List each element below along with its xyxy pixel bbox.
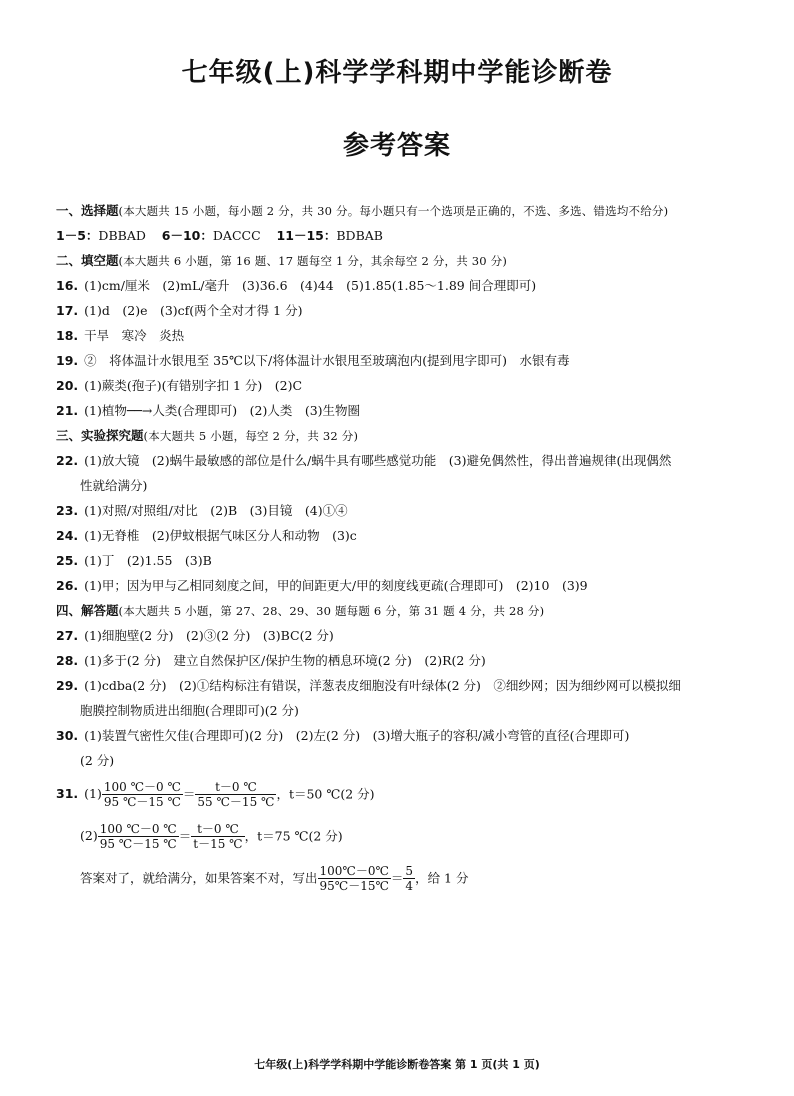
item-text: (1)甲；因为甲与乙相同刻度之间，甲的间距更大/甲的刻度线更疏(合理即可) (2)10 (3)9 — [84, 578, 588, 593]
fraction — [195, 780, 276, 809]
answer-item — [56, 398, 746, 423]
answer-item — [56, 298, 746, 323]
section-heading: 二、填空题 — [56, 253, 119, 268]
item-text: (1)对照/对照组/对比 (2)B (3)目镜 (4)①④ — [84, 503, 348, 518]
fraction — [403, 864, 415, 893]
fraction — [191, 822, 244, 851]
section-note: (本大题共 5 小题，每空 2 分，共 32 分) — [143, 429, 359, 443]
item-number: 31. — [56, 786, 79, 801]
mc-range: 1－5 — [56, 228, 86, 243]
section-4-header — [56, 598, 746, 623]
section-1-header — [56, 198, 746, 223]
result-text: ，t＝75 ℃(2 分) — [244, 828, 343, 844]
result-text: ，t＝50 ℃(2 分) — [276, 786, 375, 802]
section-note: (本大题共 6 小题，第 16 题、17 题每空 1 分，其余每空 2 分，共 30 分) — [118, 254, 508, 268]
item-number: 18. — [56, 328, 79, 343]
section-heading: 四、解答题 — [56, 603, 119, 618]
mc-answers: 1－5：DBBAD 6－10：DACCC 11－15：BDBAB — [56, 228, 383, 243]
page-title: 七年级(上)科学学科期中学能诊断卷 — [181, 58, 613, 88]
item-number: 27. — [56, 628, 79, 643]
answer-item-continuation: 胞膜控制物质进出细胞(合理即可)(2 分) — [80, 703, 299, 718]
mc-answer: DBBAD — [98, 228, 146, 243]
answer-item — [56, 448, 746, 473]
denominator: 55 ℃－15 ℃ — [197, 795, 275, 809]
item-number: 19. — [56, 353, 79, 368]
denominator: 95℃－15℃ — [319, 879, 389, 893]
answer-content — [56, 198, 746, 899]
numerator: t－0 ℃ — [191, 822, 244, 837]
answer-item-31-part1: 31. (1) $\frac{100 ℃-0 ℃}{95 ℃-15 ℃}$ ＝ $\frac{t-0 ℃}{55 ℃-15 ℃}$ ，t＝50 ℃(2 分) — [56, 780, 375, 809]
denominator: 4 — [405, 879, 414, 893]
section-note: (本大题共 15 小题，每小题 2 分，共 30 分。每小题只有一个选项是正确的，不选、多选、错选均不给分) — [118, 204, 669, 218]
answer-item-continuation: (2 分) — [80, 753, 115, 768]
answer-item — [56, 498, 746, 523]
denominator: 95 ℃－15 ℃ — [103, 795, 181, 809]
item-text: (1)d (2)e (3)cf(两个全对才得 1 分) — [84, 303, 303, 318]
item-number: 28. — [56, 653, 79, 668]
answer-item-31-note: 答案对了，就给满分，如果答案不对，写出 $\frac{100℃-0℃}{95℃-15℃}$ ＝ $\frac{5}{4}$ ，给 1 分 — [80, 864, 469, 893]
item-number: 20. — [56, 378, 79, 393]
item-text: (1)cdba(2 分) (2)①结构标注有错误，洋葱表皮细胞没有叶绿体(2 分) ②细纱网；因为细纱网可以模拟细 — [84, 678, 681, 693]
item-text: ② 将体温计水银甩至 35℃以下/将体温计水银甩至玻璃泡内(提到甩字即可) 水银有毒 — [84, 353, 570, 368]
numerator: 100 ℃－0 ℃ — [99, 822, 177, 836]
page-subtitle: 参考答案 — [342, 131, 451, 161]
section-2-header — [56, 248, 746, 273]
item-number: 25. — [56, 553, 79, 568]
item-number: 21. — [56, 403, 79, 418]
item-text: (1)植物──→人类(合理即可) (2)人类 (3)生物圈 — [84, 403, 361, 418]
item-text: (1)放大镜 (2)蜗牛最敏感的部位是什么/蜗牛具有哪些感觉功能 (3)避免偶然性，得出普遍规律(出现偶然 — [84, 453, 672, 468]
item-text: (1)细胞壁(2 分) (2)③(2 分) (3)BC(2 分) — [84, 628, 334, 643]
mc-answer: BDBAB — [336, 228, 383, 243]
item-number: 16. — [56, 278, 79, 293]
item-number: 30. — [56, 728, 79, 743]
answer-item — [56, 548, 746, 573]
fraction — [102, 780, 183, 809]
page-footer: 七年级(上)科学学科期中学能诊断卷答案 第 1 页(共 1 页) — [254, 1058, 540, 1071]
part-label: (2) — [80, 828, 98, 843]
answer-item — [56, 623, 746, 648]
item-number: 26. — [56, 578, 79, 593]
answer-item — [56, 523, 746, 548]
answer-item — [56, 573, 746, 598]
item-text: (1)蕨类(孢子)(有错别字扣 1 分) (2)C — [84, 378, 303, 393]
note-text: ，给 1 分 — [415, 870, 469, 886]
mc-range: 6－10 — [161, 228, 201, 243]
section-note: (本大题共 5 小题，第 27、28、29、30 题每题 6 分，第 31 题 4 分，共 28 分) — [118, 604, 545, 618]
section-3-header — [56, 423, 746, 448]
answer-item-continuation: 性就给满分) — [80, 478, 148, 493]
item-number: 24. — [56, 528, 79, 543]
answer-item — [56, 648, 746, 673]
numerator: t－0 ℃ — [195, 780, 276, 795]
answer-item — [56, 673, 746, 698]
answer-item — [56, 323, 746, 348]
fraction — [318, 864, 391, 893]
fraction — [98, 822, 179, 851]
answer-item — [56, 723, 746, 748]
numerator: 100 ℃－0 ℃ — [103, 780, 181, 794]
answer-item-31-part2: (2) $\frac{100 ℃-0 ℃}{95 ℃-15 ℃}$ ＝ $\frac{t-0 ℃}{t-15 ℃}$ ，t＝75 ℃(2 分) — [80, 822, 343, 851]
item-text: (1)多于(2 分) 建立自然保护区/保护生物的栖息环境(2 分) (2)R(2 分) — [84, 653, 486, 668]
item-text: 干旱 寒冷 炎热 — [84, 328, 185, 343]
numerator: 100℃－0℃ — [319, 864, 389, 878]
item-text: (1)丁 (2)1.55 (3)B — [84, 553, 212, 568]
answer-item — [56, 273, 746, 298]
section-heading: 一、选择题 — [56, 203, 119, 218]
item-number: 29. — [56, 678, 79, 693]
section-heading: 三、实验探究题 — [56, 428, 144, 443]
part-label: (1) — [84, 786, 102, 801]
item-text: (1)cm/厘米 (2)mL/毫升 (3)36.6 (4)44 (5)1.85(1.85～1.89 间合理即可) — [84, 278, 537, 293]
item-number: 22. — [56, 453, 79, 468]
denominator: 95 ℃－15 ℃ — [99, 837, 177, 851]
item-number: 23. — [56, 503, 79, 518]
answer-item — [56, 373, 746, 398]
numerator: 5 — [405, 864, 414, 878]
item-number: 17. — [56, 303, 79, 318]
denominator: t－15 ℃ — [193, 837, 243, 851]
note-text: 答案对了，就给满分，如果答案不对，写出 — [80, 870, 318, 886]
item-text: (1)装置气密性欠佳(合理即可)(2 分) (2)左(2 分) (3)增大瓶子的容积/减小弯管的直径(合理即可) — [84, 728, 630, 743]
mc-range: 11－15 — [276, 228, 324, 243]
answer-item — [56, 348, 746, 373]
item-text: (1)无脊椎 (2)伊蚊根据气味区分人和动物 (3)c — [84, 528, 357, 543]
mc-answer: DACCC — [212, 228, 261, 243]
